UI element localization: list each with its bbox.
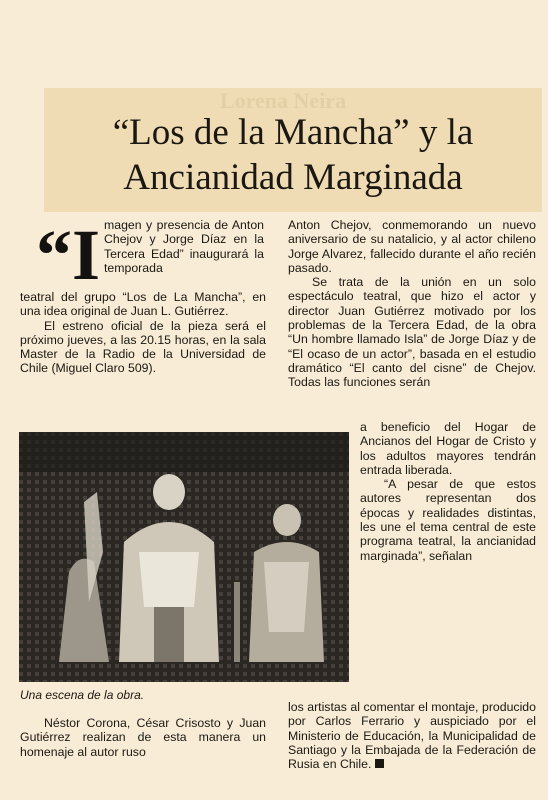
column-1-bottom — [20, 716, 266, 759]
paragraph-quote-rest: los artistas al comentar el montaje, producido por Carlos Ferrario y auspiciado por el Ministerio de Educación, la Municipalidad de Santiago y la Embajada de la Federación de Rusia en Chile. — [288, 700, 536, 772]
drop-cap: “I — [36, 215, 101, 295]
headline-line-2: Ancianidad Marginada — [123, 157, 463, 198]
lead-paragraph-rest: teatral del grupo “Los de La Mancha”, en una idea original de Juan L. Gutiérrez. — [20, 290, 266, 319]
column-1-lead-continued — [20, 290, 266, 376]
photo-caption: Una escena de la obra. — [20, 688, 145, 702]
column-2-bottom — [288, 700, 536, 771]
paragraph-show-top: Se trata de la unión en un solo espectáculo teatral, que hizo el actor y director Juan Gutiérrez motivado por los problemas de la Tercera Edad, de la obra “Un hombre llamado Isla” de Jorge Díaz y de “El ocaso de un actor”, basada en el estudio dramático “El canto del cisne” de Chejov. Todas las funciones serán — [288, 275, 536, 390]
end-mark — [375, 759, 384, 768]
column-2-top — [288, 218, 536, 390]
paragraph-premiere: El estreno oficial de la pieza será el próximo jueves, a las 20.15 horas, en la sala Master de la Radio de la Universidad de Chile (Miguel Claro 509). — [20, 318, 266, 376]
bleed-through-heading: Lorena Neira — [220, 88, 347, 113]
scene-photo — [19, 432, 349, 682]
scene-photo-image — [19, 432, 349, 682]
column-2-wrap — [360, 420, 536, 563]
paragraph-homage: Néstor Corona, César Crisosto y Juan Gutiérrez realizan de esta manera un homenaje al autor ruso — [20, 716, 266, 759]
headline-line-1: “Los de la Mancha” y la — [112, 112, 474, 153]
paragraph-quote: “A pesar de que estos autores representan dos épocas y realidades distintas, les une el tema central de este programa teatral, la ancianidad marginada”, señalan — [360, 477, 536, 563]
column-1-lead — [104, 218, 264, 275]
lead-paragraph-top: magen y presencia de Anton Chejov y Jorge Díaz en la Tercera Edad” inaugurará la temporada — [104, 218, 264, 275]
headline — [44, 110, 542, 200]
paragraph-chejov: Anton Chejov, conmemorando un nuevo aniversario de su natalicio, y al actor chileno Jorge Alvarez, fallecido durante el año recién pasado. — [288, 218, 536, 275]
paragraph-show-rest: a beneficio del Hogar de Ancianos del Hogar de Cristo y los adultos mayores tendrán entrada liberada. — [360, 420, 536, 477]
